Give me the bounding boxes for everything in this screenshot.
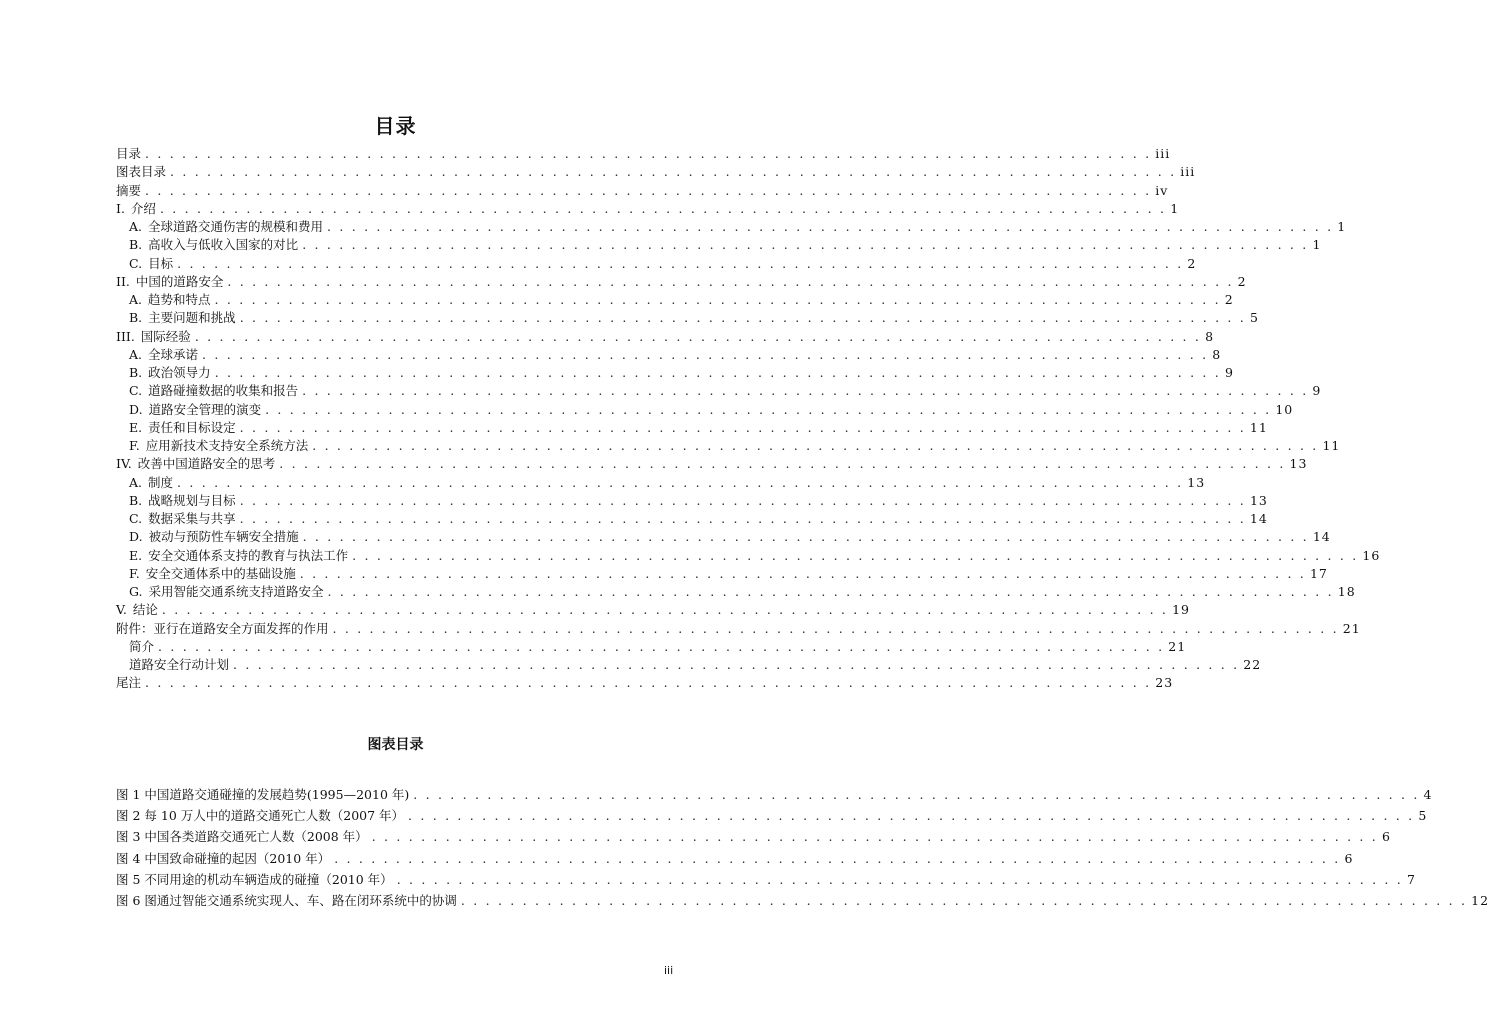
entry-label bbox=[116, 674, 141, 692]
entry-title: 全球承诺 bbox=[148, 346, 199, 362]
entry-label bbox=[116, 163, 166, 181]
dot-leader: . . . . . . . . . . . . . . . . . . . . . . . . . . . . . . . . . . . . . . . . . . . . . . . . . . . . . . . . . . . . . . . . . . . . . . . . . . . . . . . . . . bbox=[239, 492, 1246, 508]
dot-leader: . . . . . . . . . . . . . . . . . . . . . . . . . . . . . . . . . . . . . . . . . . . . . . . . . . . . . . . . . . . . . . . . . . . . . . . . . . . . . . . . . . bbox=[177, 255, 1184, 271]
entry-page-number: 5 bbox=[1249, 310, 1259, 326]
entry-title: 尾注 bbox=[116, 675, 142, 691]
dot-leader: . . . . . . . . . . . . . . . . . . . . . . . . . . . . . . . . . . . . . . . . . . . . . . . . . . . . . . . . . . . . . . . . . . . . . . . . . . . . . . . . . . bbox=[239, 511, 1246, 526]
entry-number: F. bbox=[129, 438, 140, 453]
entry-title: 图 6 图通过智能交通系统实现人、车、路在闭环系统中的协调 bbox=[116, 892, 457, 908]
entry-label bbox=[129, 528, 299, 546]
entry-page-number: 1 bbox=[1312, 237, 1322, 253]
entry-page-number: iii bbox=[1155, 146, 1171, 161]
toc-entry[interactable] bbox=[116, 547, 1381, 565]
entry-page-number: 1 bbox=[1337, 219, 1347, 234]
dot-leader: . . . . . . . . . . . . . . . . . . . . . . . . . . . . . . . . . . . . . . . . . . . . . . . . . . . . . . . . . . . . . . . . . . . . . . . . . . . . . . . . . . bbox=[145, 675, 1152, 691]
entry-page-number: 2 bbox=[1224, 292, 1234, 307]
toc-entry[interactable] bbox=[116, 218, 1347, 236]
entry-number: V. bbox=[116, 602, 127, 618]
dot-leader: . . . . . . . . . . . . . . . . . . . . . . . . . . . . . . . . . . . . . . . . . . . . . . . . . . . . . . . . . . . . . . . . . . . . . . . . . . . . . . . . . . bbox=[161, 602, 1169, 618]
entry-title: 目标 bbox=[148, 255, 174, 271]
entry-page-number: 6 bbox=[1344, 850, 1354, 866]
entry-title: 应用新技术支持安全系统方法 bbox=[145, 438, 309, 453]
entry-label bbox=[116, 182, 141, 200]
figure-entry[interactable] bbox=[116, 784, 1433, 805]
dot-leader: . . . . . . . . . . . . . . . . . . . . . . . . . . . . . . . . . . . . . . . . . . . . . . . . . . . . . . . . . . . . . . . . . . . . . . . . . . . . . . . . . . bbox=[413, 787, 1420, 802]
entry-page-number: 4 bbox=[1423, 787, 1433, 802]
entry-page-number: 13 bbox=[1187, 474, 1206, 490]
dot-leader: . . . . . . . . . . . . . . . . . . . . . . . . . . . . . . . . . . . . . . . . . . . . . . . . . . . . . . . . . . . . . . . . . . . . . . . . . . . . . . . . . . bbox=[202, 346, 1209, 362]
entry-label bbox=[116, 805, 404, 826]
entry-title: 图 2 每 10 万人中的道路交通死亡人数（2007 年） bbox=[116, 808, 405, 824]
dot-leader: . . . . . . . . . . . . . . . . . . . . . . . . . . . . . . . . . . . . . . . . . . . . . . . . . . . . . . . . . . . . . . . . . . . . . . . . . . . . . . . . . . bbox=[227, 273, 1234, 289]
toc-entry[interactable] bbox=[116, 492, 1268, 510]
toc-entry[interactable] bbox=[116, 528, 1331, 546]
toc-entry[interactable] bbox=[116, 656, 1262, 674]
entry-label bbox=[129, 401, 261, 419]
toc-entry[interactable] bbox=[116, 601, 1191, 619]
entry-title: 政治领导力 bbox=[148, 365, 211, 380]
dot-leader: . . . . . . . . . . . . . . . . . . . . . . . . . . . . . . . . . . . . . . . . . . . . . . . . . . . . . . . . . . . . . . . . . . . . . . . . . . . . . . . . . . bbox=[279, 456, 1286, 472]
dot-leader: . . . . . . . . . . . . . . . . . . . . . . . . . . . . . . . . . . . . . . . . . . . . . . . . . . . . . . . . . . . . . . . . . . . . . . . . . . . . . . . . . . bbox=[302, 383, 1309, 399]
figure-entry[interactable] bbox=[116, 805, 1428, 826]
dot-leader: . . . . . . . . . . . . . . . . . . . . . . . . . . . . . . . . . . . . . . . . . . . . . . . . . . . . . . . . . . . . . . . . . . . . . . . . . . . . . . . . . . bbox=[396, 871, 1403, 887]
entry-title: 中国的道路安全 bbox=[135, 273, 224, 289]
entry-title: 国际经验 bbox=[140, 328, 191, 344]
toc-entry[interactable] bbox=[116, 382, 1322, 400]
entry-label bbox=[116, 620, 329, 638]
entry-label bbox=[129, 547, 348, 565]
dot-leader: . . . . . . . . . . . . . . . . . . . . . . . . . . . . . . . . . . . . . . . . . . . . . . . . . . . . . . . . . . . . . . . . . . . . . . . . . . . . . . . . . . bbox=[460, 892, 1468, 908]
entry-number: II. bbox=[116, 273, 130, 289]
toc-entry[interactable] bbox=[116, 474, 1206, 492]
entry-page-number: 19 bbox=[1172, 602, 1191, 618]
toc-entry[interactable] bbox=[116, 638, 1187, 656]
entry-page-number: 13 bbox=[1249, 492, 1268, 508]
entry-page-number: 11 bbox=[1249, 419, 1268, 435]
entry-page-number: 14 bbox=[1312, 529, 1331, 545]
entry-number: D. bbox=[129, 529, 143, 545]
entry-page-number: 18 bbox=[1337, 584, 1356, 599]
entry-number: B. bbox=[129, 492, 143, 508]
dot-leader: . . . . . . . . . . . . . . . . . . . . . . . . . . . . . . . . . . . . . . . . . . . . . . . . . . . . . . . . . . . . . . . . . . . . . . . . . . . . . . . . . . bbox=[334, 850, 1341, 866]
toc-entry[interactable] bbox=[116, 182, 1169, 200]
entry-page-number: 1 bbox=[1170, 200, 1180, 216]
entry-number: B. bbox=[129, 310, 143, 326]
entry-page-number: 12 bbox=[1471, 892, 1489, 908]
toc-list bbox=[116, 145, 1381, 693]
entry-page-number: 10 bbox=[1275, 401, 1294, 417]
entry-title: 简介 bbox=[129, 638, 155, 654]
entry-page-number: 11 bbox=[1322, 438, 1341, 453]
dot-leader: . . . . . . . . . . . . . . . . . . . . . . . . . . . . . . . . . . . . . . . . . . . . . . . . . . . . . . . . . . . . . . . . . . . . . . . . . . . . . . . . . . bbox=[158, 638, 1165, 654]
entry-label bbox=[116, 848, 330, 869]
toc-entry[interactable] bbox=[116, 674, 1174, 692]
figure-entry[interactable] bbox=[116, 869, 1416, 890]
entry-page-number: 16 bbox=[1362, 547, 1381, 563]
entry-label bbox=[129, 346, 198, 364]
entry-page-number: 6 bbox=[1381, 829, 1391, 845]
entry-title: 安全交通体系支持的教育与执法工作 bbox=[148, 547, 349, 563]
entry-label bbox=[129, 419, 236, 437]
entry-number: B. bbox=[129, 237, 143, 253]
dot-leader: . . . . . . . . . . . . . . . . . . . . . . . . . . . . . . . . . . . . . . . . . . . . . . . . . . . . . . . . . . . . . . . . . . . . . . . . . . . . . . . . . . bbox=[159, 200, 1167, 216]
entry-title: 安全交通体系中的基础设施 bbox=[145, 565, 296, 581]
entry-page-number: 23 bbox=[1155, 675, 1174, 691]
dot-leader: . . . . . . . . . . . . . . . . . . . . . . . . . . . . . . . . . . . . . . . . . . . . . . . . . . . . . . . . . . . . . . . . . . . . . . . . . . . . . . . . . . bbox=[302, 237, 1309, 253]
entry-label bbox=[129, 510, 236, 528]
figures-heading: 图表目录 bbox=[367, 737, 424, 753]
entry-label bbox=[129, 218, 323, 236]
dot-leader: . . . . . . . . . . . . . . . . . . . . . . . . . . . . . . . . . . . . . . . . . . . . . . . . . . . . . . . . . . . . . . . . . . . . . . . . . . . . . . . . . . bbox=[214, 365, 1221, 380]
toc-entry[interactable] bbox=[116, 346, 1222, 364]
toc-entry[interactable] bbox=[116, 163, 1196, 181]
toc-entry[interactable] bbox=[116, 455, 1308, 473]
entry-page-number: 9 bbox=[1224, 365, 1234, 380]
dot-leader: . . . . . . . . . . . . . . . . . . . . . . . . . . . . . . . . . . . . . . . . . . . . . . . . . . . . . . . . . . . . . . . . . . . . . . . . . . . . . . . . . . bbox=[170, 164, 1177, 180]
entry-number: E. bbox=[129, 547, 143, 563]
entry-title: 高收入与低收入国家的对比 bbox=[148, 237, 299, 253]
dot-leader: . . . . . . . . . . . . . . . . . . . . . . . . . . . . . . . . . . . . . . . . . . . . . . . . . . . . . . . . . . . . . . . . . . . . . . . . . . . . . . . . . . bbox=[299, 565, 1306, 581]
toc-entry[interactable] bbox=[116, 291, 1234, 309]
toc-entry[interactable] bbox=[116, 309, 1259, 327]
entry-title: 被动与预防性车辆安全措施 bbox=[148, 529, 299, 545]
entry-label bbox=[129, 583, 324, 601]
entry-number: IV. bbox=[116, 456, 132, 472]
entry-title: 责任和目标设定 bbox=[148, 419, 236, 435]
entry-label bbox=[129, 382, 298, 400]
page-number: iii bbox=[664, 964, 674, 977]
entry-label bbox=[116, 826, 368, 847]
toc-entry[interactable] bbox=[116, 145, 1171, 163]
figures-list bbox=[116, 784, 1489, 911]
entry-page-number: 2 bbox=[1237, 273, 1247, 289]
dot-leader: . . . . . . . . . . . . . . . . . . . . . . . . . . . . . . . . . . . . . . . . . . . . . . . . . . . . . . . . . . . . . . . . . . . . . . . . . . . . . . . . . . bbox=[332, 620, 1339, 636]
toc-entry[interactable] bbox=[116, 273, 1247, 291]
entry-number: E. bbox=[129, 419, 143, 435]
entry-title: 全球道路交通伤害的规模和费用 bbox=[148, 219, 324, 234]
toc-entry[interactable] bbox=[116, 200, 1180, 218]
entry-number: C. bbox=[129, 383, 143, 399]
dot-leader: . . . . . . . . . . . . . . . . . . . . . . . . . . . . . . . . . . . . . . . . . . . . . . . . . . . . . . . . . . . . . . . . . . . . . . . . . . . . . . . . . . bbox=[352, 547, 1359, 563]
entry-title: 图 3 中国各类道路交通死亡人数（2008 年） bbox=[116, 829, 368, 845]
figure-entry[interactable] bbox=[116, 890, 1489, 911]
entry-title: 图 5 不同用途的机动车辆造成的碰撞（2010 年） bbox=[116, 871, 393, 887]
entry-number: B. bbox=[129, 365, 143, 380]
entry-title: 道路安全行动计划 bbox=[129, 657, 230, 672]
dot-leader: . . . . . . . . . . . . . . . . . . . . . . . . . . . . . . . . . . . . . . . . . . . . . . . . . . . . . . . . . . . . . . . . . . . . . . . . . . . . . . . . . . bbox=[371, 829, 1378, 845]
toc-entry[interactable] bbox=[116, 565, 1328, 583]
entry-title: 道路碰撞数据的收集和报告 bbox=[148, 383, 299, 399]
entry-title: 目录 bbox=[116, 146, 142, 161]
entry-title: 图表目录 bbox=[116, 164, 167, 180]
toc-entry[interactable] bbox=[116, 364, 1234, 382]
entry-page-number: 2 bbox=[1187, 255, 1197, 271]
entry-label bbox=[129, 291, 211, 309]
entry-page-number: 9 bbox=[1312, 383, 1322, 399]
entry-title: 战略规划与目标 bbox=[148, 492, 236, 508]
entry-label bbox=[116, 784, 409, 805]
dot-leader: . . . . . . . . . . . . . . . . . . . . . . . . . . . . . . . . . . . . . . . . . . . . . . . . . . . . . . . . . . . . . . . . . . . . . . . . . . . . . . . . . . bbox=[327, 219, 1334, 234]
entry-label bbox=[129, 437, 308, 455]
entry-title: 摘要 bbox=[116, 182, 142, 198]
entry-label bbox=[129, 492, 236, 510]
entry-number: A. bbox=[129, 292, 143, 307]
entry-page-number: 17 bbox=[1309, 565, 1328, 581]
entry-number: A. bbox=[129, 219, 143, 234]
entry-page-number: 7 bbox=[1406, 871, 1416, 887]
entry-number: III. bbox=[116, 328, 135, 344]
entry-page-number: iii bbox=[1180, 164, 1196, 180]
entry-page-number: 8 bbox=[1205, 328, 1215, 344]
dot-leader: . . . . . . . . . . . . . . . . . . . . . . . . . . . . . . . . . . . . . . . . . . . . . . . . . . . . . . . . . . . . . . . . . . . . . . . . . . . . . . . . . . bbox=[265, 401, 1272, 417]
toc-entry[interactable] bbox=[116, 328, 1215, 346]
toc-entry[interactable] bbox=[116, 620, 1361, 638]
entry-title: 趋势和特点 bbox=[148, 292, 211, 307]
dot-leader: . . . . . . . . . . . . . . . . . . . . . . . . . . . . . . . . . . . . . . . . . . . . . . . . . . . . . . . . . . . . . . . . . . . . . . . . . . . . . . . . . . bbox=[312, 438, 1319, 453]
entry-page-number: iv bbox=[1155, 182, 1169, 198]
entry-title: 改善中国道路安全的思考 bbox=[137, 456, 276, 472]
entry-title: 介绍 bbox=[130, 200, 156, 216]
entry-title: 结论 bbox=[132, 602, 158, 618]
entry-number: G. bbox=[129, 584, 143, 599]
entry-number: A. bbox=[129, 346, 143, 362]
entry-title: 制度 bbox=[148, 474, 174, 490]
entry-label bbox=[116, 200, 156, 218]
entry-label bbox=[116, 273, 223, 291]
entry-label bbox=[129, 565, 296, 583]
dot-leader: . . . . . . . . . . . . . . . . . . . . . . . . . . . . . . . . . . . . . . . . . . . . . . . . . . . . . . . . . . . . . . . . . . . . . . . . . . . . . . . . . . bbox=[408, 808, 1415, 824]
dot-leader: . . . . . . . . . . . . . . . . . . . . . . . . . . . . . . . . . . . . . . . . . . . . . . . . . . . . . . . . . . . . . . . . . . . . . . . . . . . . . . . . . . bbox=[145, 182, 1152, 198]
entry-page-number: 21 bbox=[1342, 620, 1361, 636]
entry-page-number: 14 bbox=[1249, 511, 1268, 526]
dot-leader: . . . . . . . . . . . . . . . . . . . . . . . . . . . . . . . . . . . . . . . . . . . . . . . . . . . . . . . . . . . . . . . . . . . . . . . . . . . . . . . . . . bbox=[214, 292, 1221, 307]
entry-page-number: 22 bbox=[1243, 657, 1262, 672]
entry-page-number: 21 bbox=[1168, 638, 1187, 654]
entry-label bbox=[129, 474, 173, 492]
entry-label bbox=[116, 145, 141, 163]
toc-entry[interactable] bbox=[116, 583, 1356, 601]
entry-number: A. bbox=[129, 474, 143, 490]
toc-heading: 目录 bbox=[374, 114, 417, 138]
entry-label bbox=[129, 236, 298, 254]
entry-title: 道路安全管理的演变 bbox=[148, 401, 262, 417]
entry-page-number: 13 bbox=[1289, 456, 1308, 472]
entry-label bbox=[129, 255, 173, 273]
entry-title: 图 4 中国致命碰撞的起因（2010 年） bbox=[116, 850, 331, 866]
figure-entry[interactable] bbox=[116, 826, 1391, 847]
toc-entry[interactable] bbox=[116, 510, 1268, 528]
entry-label bbox=[129, 309, 236, 327]
entry-number: I. bbox=[116, 200, 125, 216]
toc-entry[interactable] bbox=[116, 419, 1268, 437]
entry-number: F. bbox=[129, 565, 140, 581]
entry-label bbox=[129, 656, 229, 674]
figure-entry[interactable] bbox=[116, 848, 1354, 869]
toc-entry[interactable] bbox=[116, 437, 1341, 455]
entry-number: C. bbox=[129, 511, 143, 526]
toc-entry[interactable] bbox=[116, 236, 1322, 254]
toc-entry[interactable] bbox=[116, 255, 1197, 273]
toc-entry[interactable] bbox=[116, 401, 1294, 419]
entry-label bbox=[116, 869, 393, 890]
entry-label bbox=[116, 601, 158, 619]
entry-label bbox=[116, 328, 191, 346]
dot-leader: . . . . . . . . . . . . . . . . . . . . . . . . . . . . . . . . . . . . . . . . . . . . . . . . . . . . . . . . . . . . . . . . . . . . . . . . . . . . . . . . . . bbox=[233, 657, 1240, 672]
entry-label bbox=[116, 455, 275, 473]
dot-leader: . . . . . . . . . . . . . . . . . . . . . . . . . . . . . . . . . . . . . . . . . . . . . . . . . . . . . . . . . . . . . . . . . . . . . . . . . . . . . . . . . . bbox=[177, 474, 1184, 490]
dot-leader: . . . . . . . . . . . . . . . . . . . . . . . . . . . . . . . . . . . . . . . . . . . . . . . . . . . . . . . . . . . . . . . . . . . . . . . . . . . . . . . . . . bbox=[145, 146, 1152, 161]
entry-title: 采用智能交通系统支持道路安全 bbox=[148, 584, 324, 599]
dot-leader: . . . . . . . . . . . . . . . . . . . . . . . . . . . . . . . . . . . . . . . . . . . . . . . . . . . . . . . . . . . . . . . . . . . . . . . . . . . . . . . . . . bbox=[302, 529, 1309, 545]
entry-title: 数据采集与共享 bbox=[148, 511, 236, 526]
entry-number: D. bbox=[129, 401, 143, 417]
dot-leader: . . . . . . . . . . . . . . . . . . . . . . . . . . . . . . . . . . . . . . . . . . . . . . . . . . . . . . . . . . . . . . . . . . . . . . . . . . . . . . . . . . bbox=[239, 419, 1246, 435]
entry-title: 图 1 中国道路交通碰撞的发展趋势(1995—2010 年) bbox=[116, 787, 410, 802]
entry-label bbox=[129, 364, 211, 382]
entry-title: 附件：亚行在道路安全方面发挥的作用 bbox=[116, 620, 329, 636]
entry-page-number: 8 bbox=[1212, 346, 1222, 362]
dot-leader: . . . . . . . . . . . . . . . . . . . . . . . . . . . . . . . . . . . . . . . . . . . . . . . . . . . . . . . . . . . . . . . . . . . . . . . . . . . . . . . . . . bbox=[194, 328, 1202, 344]
entry-page-number: 5 bbox=[1418, 808, 1428, 824]
entry-number: C. bbox=[129, 255, 143, 271]
entry-label bbox=[129, 638, 154, 656]
dot-leader: . . . . . . . . . . . . . . . . . . . . . . . . . . . . . . . . . . . . . . . . . . . . . . . . . . . . . . . . . . . . . . . . . . . . . . . . . . . . . . . . . . bbox=[239, 310, 1246, 326]
entry-label bbox=[116, 890, 457, 911]
entry-title: 主要问题和挑战 bbox=[148, 310, 236, 326]
dot-leader: . . . . . . . . . . . . . . . . . . . . . . . . . . . . . . . . . . . . . . . . . . . . . . . . . . . . . . . . . . . . . . . . . . . . . . . . . . . . . . . . . . bbox=[327, 584, 1334, 599]
